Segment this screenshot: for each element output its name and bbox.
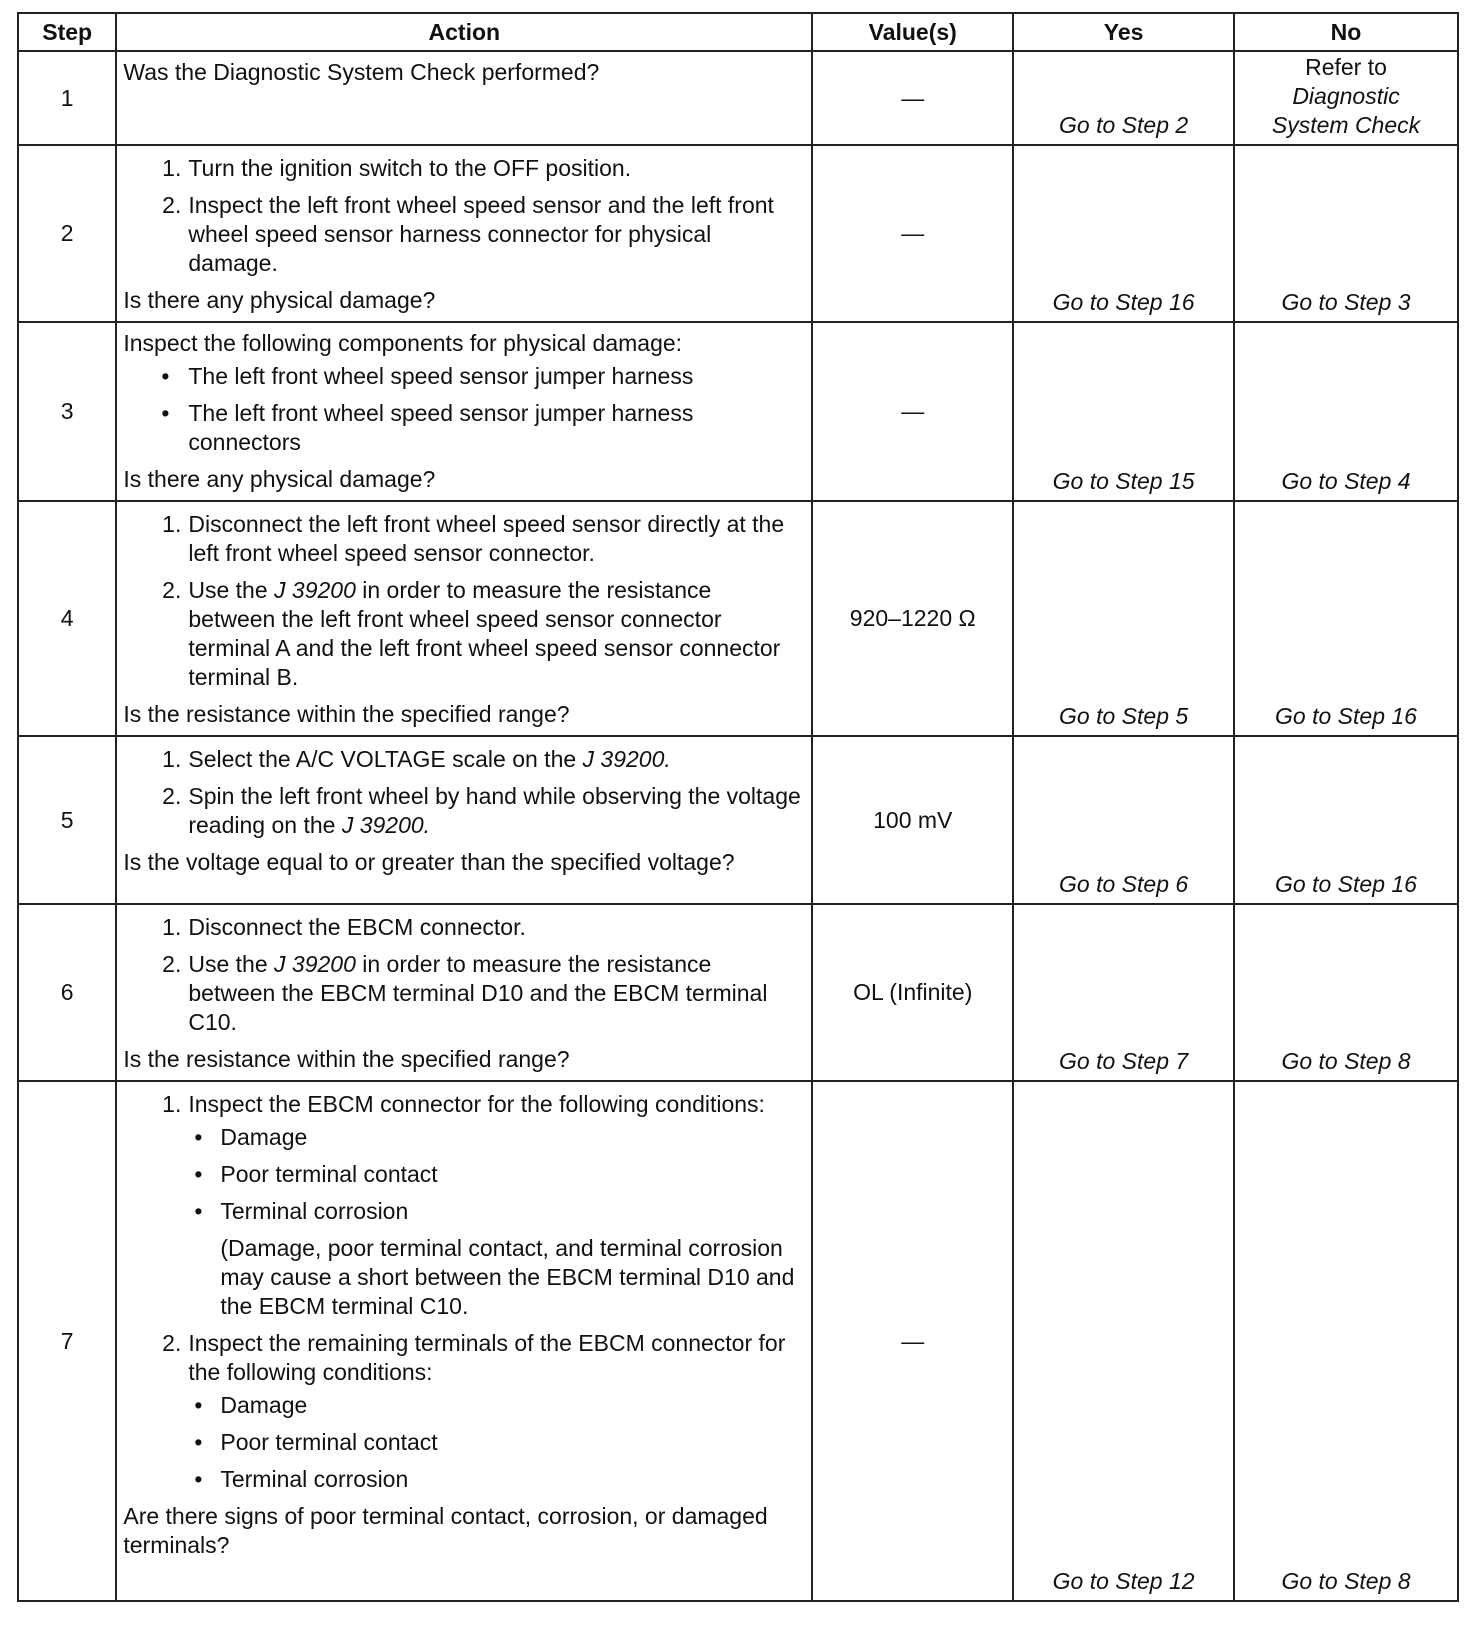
list-item: • The left front wheel speed sensor jumper harness connectors	[123, 399, 801, 457]
step-number: 6	[18, 904, 116, 1081]
yes-cell: Go to Step 16	[1013, 145, 1234, 322]
list-item: 1. Inspect the EBCM connector for the following conditions: • Damage • Poor terminal contact • Terminal corrosion (Damage, poor terminal contact, and terminal corrosion may cause a short between the EBCM terminal D10 and the EBCM terminal C10.	[123, 1090, 801, 1321]
action-list	[123, 913, 801, 1037]
value-cell: —	[812, 145, 1013, 322]
action-question: Is there any physical damage?	[123, 466, 436, 492]
table-row-step-3	[18, 322, 1458, 501]
tool-reference: J 39200	[274, 577, 356, 603]
tool-reference: J 39200.	[582, 746, 671, 772]
bullet-list	[123, 362, 801, 457]
value-cell: OL (Infinite)	[812, 904, 1013, 1081]
list-item: 2. Use the J 39200 in order to measure the resistance between the EBCM terminal D10 and the EBCM terminal C10.	[162, 951, 768, 1035]
no-cell	[1234, 51, 1458, 145]
action-cell	[116, 145, 812, 322]
header-row	[18, 13, 1458, 51]
tool-reference: J 39200	[274, 951, 356, 977]
no-cell: Go to Step 16	[1234, 736, 1458, 904]
tool-reference: J 39200.	[341, 812, 431, 838]
header-step: Step	[18, 13, 116, 51]
table-row-step-5	[18, 736, 1458, 904]
action-question: Is there any physical damage?	[123, 287, 436, 313]
header-no: No	[1234, 13, 1458, 51]
diagnostic-table-page	[17, 12, 1459, 1602]
table-row-step-2	[18, 145, 1458, 322]
action-question: Is the resistance within the specified range?	[123, 1046, 570, 1072]
yes-cell: Go to Step 7	[1013, 904, 1234, 1081]
no-cell: Go to Step 3	[1234, 145, 1458, 322]
table-row-step-6	[18, 904, 1458, 1081]
no-cell: Go to Step 4	[1234, 322, 1458, 501]
value-cell: —	[812, 322, 1013, 501]
list-item: 1. Select the A/C VOLTAGE scale on the J 39200.	[162, 746, 671, 772]
table-row-step-1	[18, 51, 1458, 145]
no-cell: Go to Step 8	[1234, 904, 1458, 1081]
step-number: 3	[18, 322, 116, 501]
value-cell: 920–1220 Ω	[812, 501, 1013, 736]
list-item: • The left front wheel speed sensor jumper harness	[123, 362, 801, 391]
action-cell	[116, 904, 812, 1081]
action-cell	[116, 501, 812, 736]
no-line: Diagnostic	[1292, 83, 1400, 109]
list-item: 2. Inspect the remaining terminals of the EBCM connector for the following conditions: • Damage • Poor terminal contact • Terminal corrosion	[123, 1329, 801, 1494]
action-question: Is the resistance within the specified range?	[123, 701, 570, 727]
bullet-list	[188, 1123, 801, 1226]
note-text: (Damage, poor terminal contact, and terminal corrosion may cause a short between the EBCM terminal D10 and the EBCM terminal C10.	[220, 1235, 795, 1319]
action-question: Are there signs of poor terminal contact, corrosion, or damaged terminals?	[123, 1503, 768, 1558]
value-cell: 100 mV	[812, 736, 1013, 904]
action-cell	[116, 51, 812, 145]
yes-cell: Go to Step 5	[1013, 501, 1234, 736]
yes-cell: Go to Step 6	[1013, 736, 1234, 904]
list-item: 1. Disconnect the left front wheel speed sensor directly at the left front wheel speed sensor connector.	[162, 511, 785, 566]
yes-cell: Go to Step 2	[1013, 51, 1234, 145]
action-list	[123, 154, 801, 278]
diagnostic-table	[17, 12, 1459, 1602]
yes-cell: Go to Step 12	[1013, 1081, 1234, 1601]
step-number: 1	[18, 51, 116, 145]
action-list	[123, 510, 801, 692]
step-number: 4	[18, 501, 116, 736]
list-item: 2. Spin the left front wheel by hand while observing the voltage reading on the J 39200.	[162, 783, 801, 838]
step-number: 2	[18, 145, 116, 322]
no-cell: Go to Step 8	[1234, 1081, 1458, 1601]
table-row-step-4	[18, 501, 1458, 736]
list-item: • Poor terminal contact	[188, 1428, 801, 1457]
list-item: 2. Inspect the left front wheel speed sensor and the left front wheel speed sensor harness connector for physical damage.	[162, 192, 774, 276]
step-number: 7	[18, 1081, 116, 1601]
header-yes: Yes	[1013, 13, 1234, 51]
list-item: • Terminal corrosion	[188, 1465, 801, 1494]
no-cell: Go to Step 16	[1234, 501, 1458, 736]
action-cell	[116, 322, 812, 501]
list-item: • Damage	[188, 1123, 801, 1152]
header-values: Value(s)	[812, 13, 1013, 51]
action-question: Is the voltage equal to or greater than the specified voltage?	[123, 849, 735, 875]
list-item: 2. Use the J 39200 in order to measure the resistance between the left front wheel speed sensor connector terminal A and the left front wheel speed sensor connector terminal B.	[162, 577, 781, 690]
header-action: Action	[116, 13, 812, 51]
value-cell: —	[812, 1081, 1013, 1601]
list-item: • Damage	[188, 1391, 801, 1420]
action-list	[123, 1090, 801, 1494]
yes-cell: Go to Step 15	[1013, 322, 1234, 501]
no-line: System Check	[1271, 112, 1421, 138]
action-text: Was the Diagnostic System Check performed?	[123, 59, 600, 85]
action-text: Inspect the following components for physical damage:	[123, 330, 683, 356]
no-line: Refer to	[1305, 54, 1387, 80]
list-item: 1. Disconnect the EBCM connector.	[162, 914, 526, 940]
list-item: • Terminal corrosion	[188, 1197, 801, 1226]
bullet-list	[188, 1391, 801, 1494]
table-row-step-7	[18, 1081, 1458, 1601]
list-item: • Poor terminal contact	[188, 1160, 801, 1189]
step-number: 5	[18, 736, 116, 904]
list-item: 1. Turn the ignition switch to the OFF position.	[162, 155, 632, 181]
action-list	[123, 745, 801, 840]
value-cell: —	[812, 51, 1013, 145]
action-cell	[116, 736, 812, 904]
action-cell	[116, 1081, 812, 1601]
